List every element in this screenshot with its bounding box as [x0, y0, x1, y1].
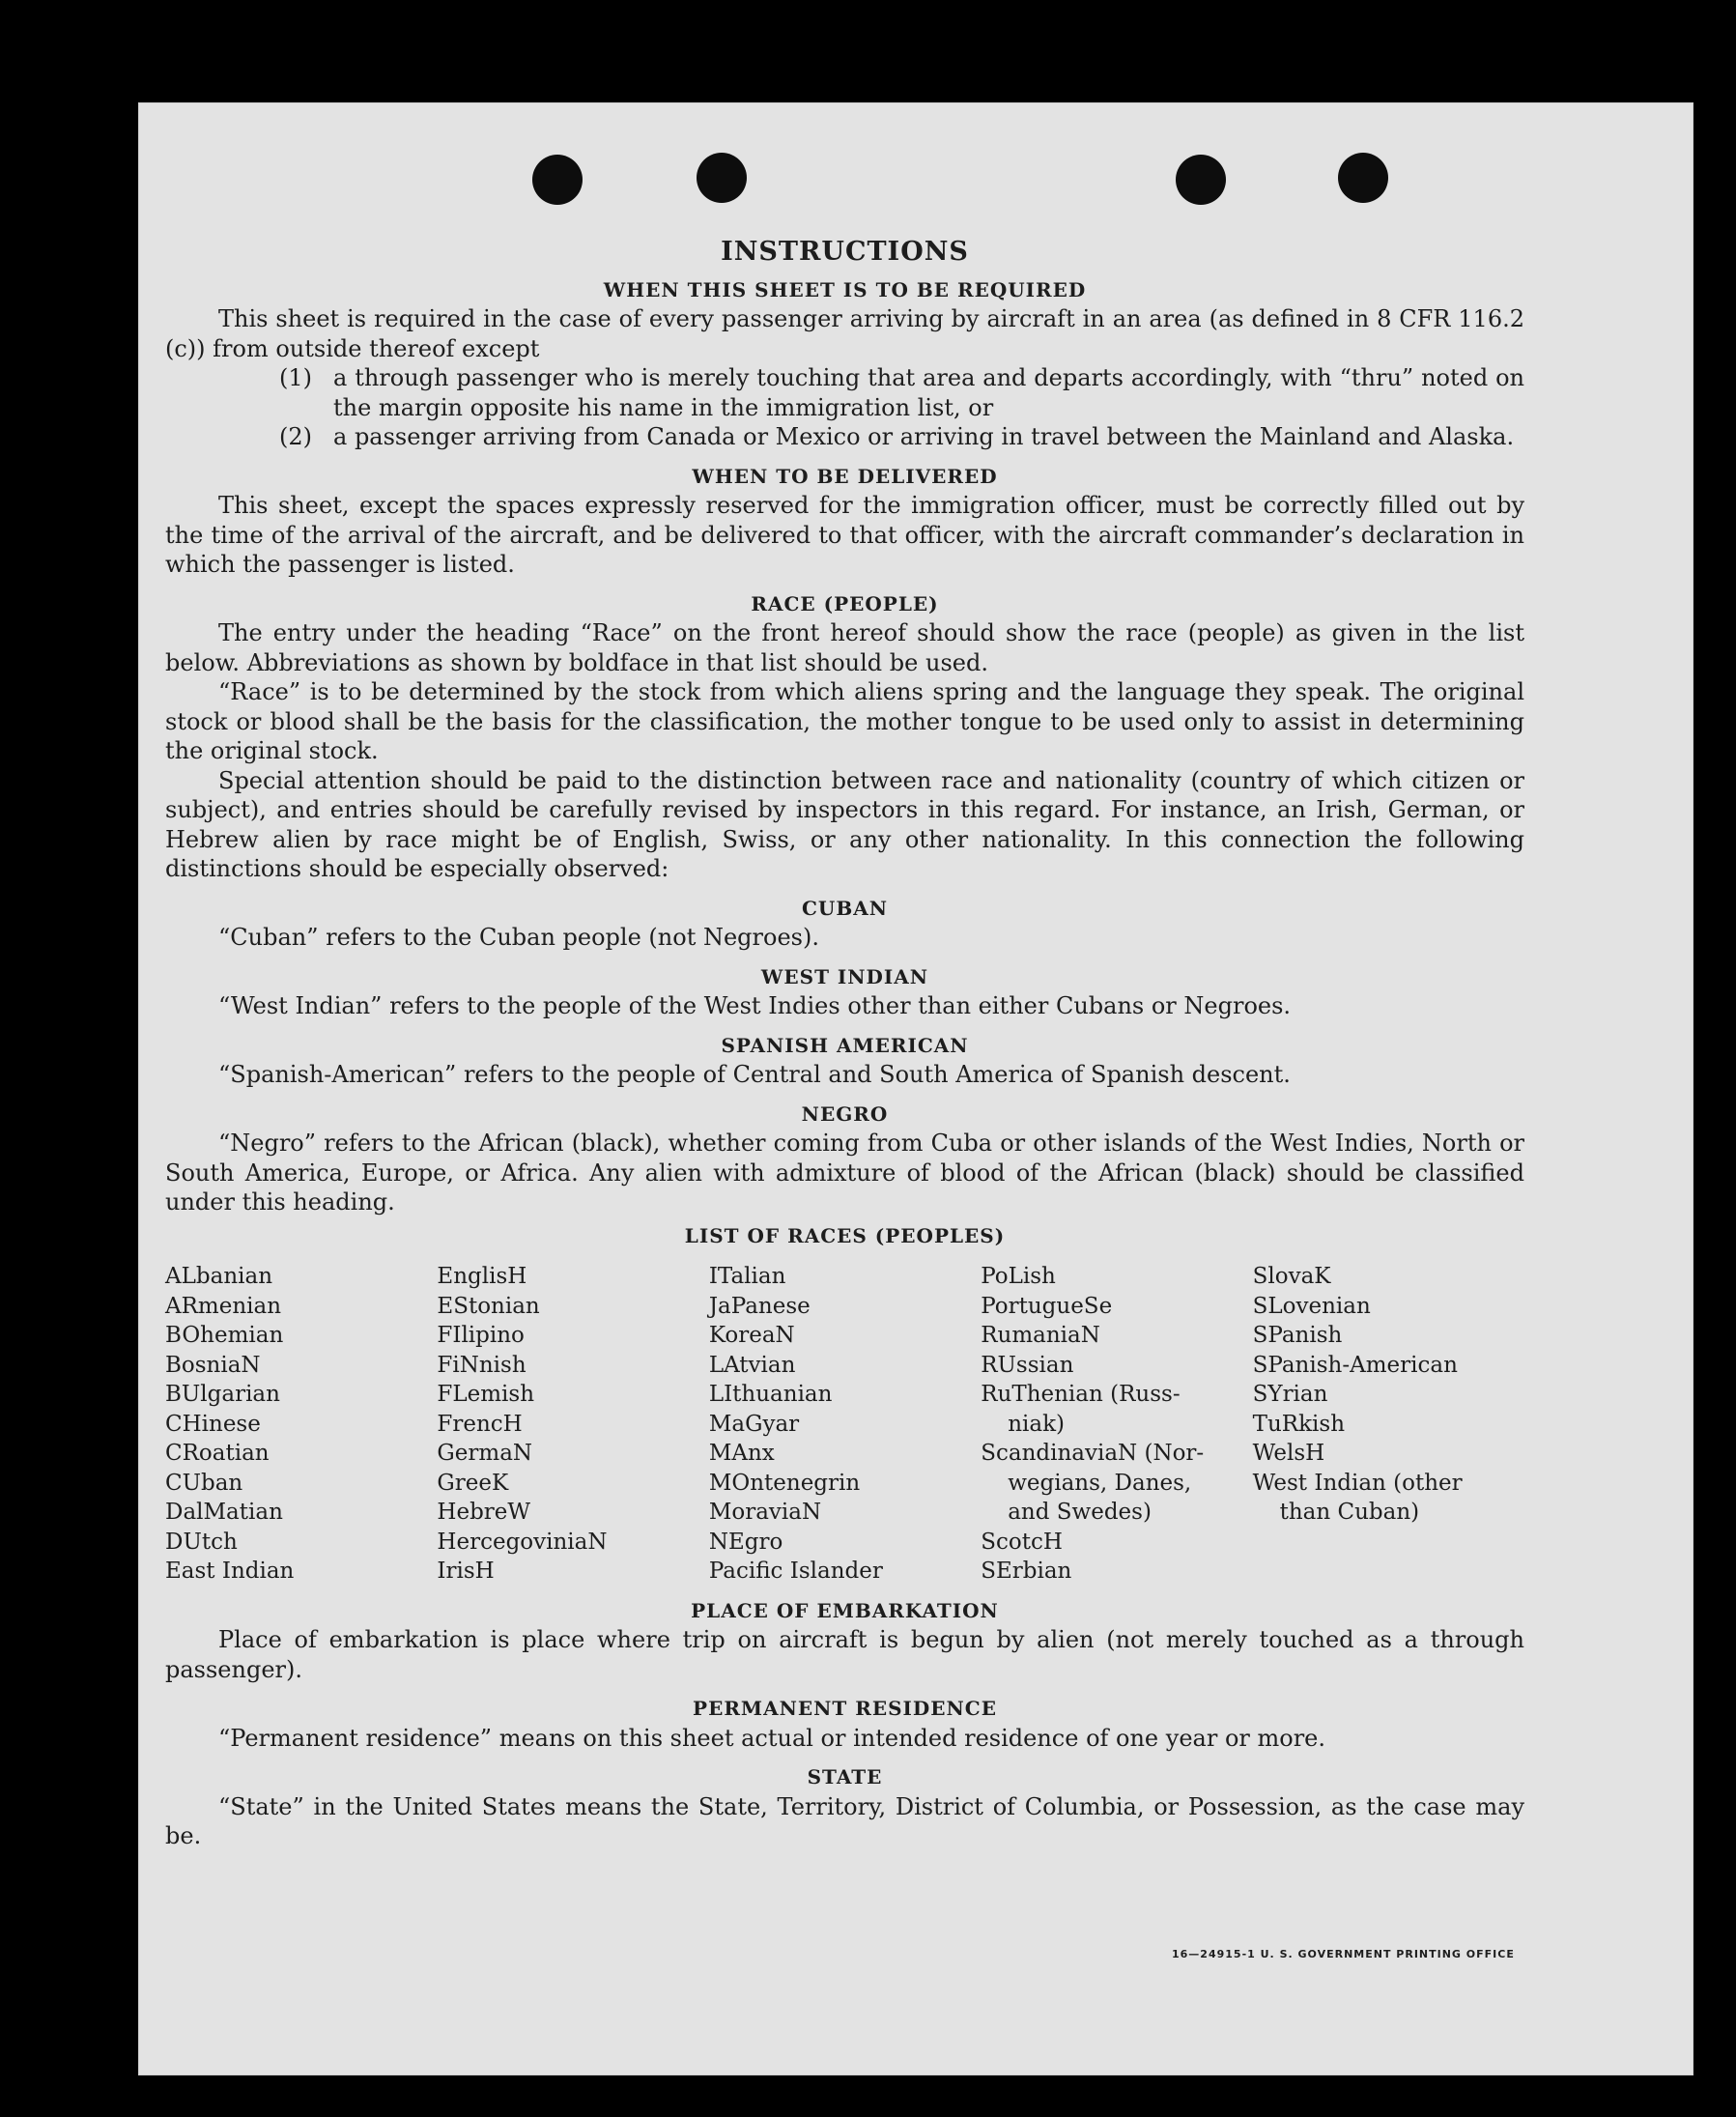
heading-when-delivered: WHEN TO BE DELIVERED [692, 464, 998, 488]
list-item [279, 422, 1524, 452]
race-entry: EStonian [437, 1293, 540, 1319]
heading-negro: NEGRO [801, 1101, 889, 1126]
race-entry: than Cuban) [1279, 1500, 1420, 1525]
race-entry: RUssian [981, 1352, 1074, 1378]
race-entry: JaPanese [708, 1293, 811, 1319]
race-entry: HercegoviniaN [437, 1529, 608, 1555]
race-entry: NEgro [708, 1529, 783, 1555]
race-entry: FrencH [437, 1411, 523, 1437]
paragraph: “Negro” refers to the African (black), whether coming from Cuba or other islands of the West Indies, North or South America, Europe, or Africa. Any alien with admixture of blood of the African (black) should be classified under this heading. [165, 1130, 1524, 1216]
race-entry: wegians, Danes, [1008, 1470, 1192, 1496]
race-entry: RuThenian (Russ- [981, 1382, 1181, 1407]
paragraph: Place of embarkation is place where trip on aircraft is begun by alien (not merely touched as a through passenger). [165, 1626, 1524, 1683]
race-entry: HebreW [437, 1500, 531, 1525]
race-entry: niak) [1008, 1411, 1066, 1437]
paragraph: This sheet, except the spaces expressly reserved for the immigration officer, must be correctly filled out by the time of the arrival of the aircraft, and be delivered to that officer, with the aircraft commander’s declaration in which the passenger is listed. [165, 492, 1524, 578]
heading-list-of-races: LIST OF RACES (PEOPLES) [684, 1223, 1006, 1247]
list-text: a passenger arriving from Canada or Mexico or arriving in travel between the Mainland and Alaska. [333, 423, 1515, 450]
race-entry: FLemish [437, 1382, 535, 1407]
race-entry: SYrian [1252, 1382, 1328, 1407]
races-column [1253, 1262, 1524, 1587]
printer-imprint: 16—24915-1 U. S. GOVERNMENT PRINTING OFFICE [1172, 1948, 1515, 1960]
race-entry: BOhemian [165, 1323, 284, 1348]
paragraph: “Cuban” refers to the Cuban people (not Negroes). [218, 924, 819, 951]
race-entry: FIlipino [437, 1323, 525, 1348]
race-entry: DUtch [165, 1529, 238, 1555]
heading-permanent-residence: PERMANENT RESIDENCE [693, 1697, 997, 1720]
race-entry: ITalian [708, 1264, 786, 1289]
races-list [165, 1262, 1524, 1587]
race-entry: West Indian (other [1252, 1470, 1463, 1496]
heading-embarkation: PLACE OF EMBARKATION [691, 1598, 999, 1622]
page-title: INSTRUCTIONS [721, 237, 969, 267]
instructions-content [165, 238, 1524, 1851]
race-entry: KoreaN [708, 1323, 795, 1348]
race-entry: DalMatian [165, 1500, 283, 1525]
paragraph: This sheet is required in the case of every passenger arriving by aircraft in an area (as defined in 8 CFR 116.2 (c)) from outside thereof except [165, 305, 1524, 362]
paragraph: “State” in the United States means the State, Territory, District of Columbia, or Possession, as the case may be. [165, 1792, 1524, 1849]
paragraph: “West Indian” refers to the people of the West Indies other than either Cubans or Negroes. [218, 992, 1292, 1019]
race-entry: SPanish-American [1252, 1352, 1458, 1378]
race-entry: FiNnish [437, 1352, 526, 1378]
race-entry: WelsH [1252, 1441, 1325, 1466]
races-column [981, 1262, 1252, 1587]
race-entry: GreeK [437, 1470, 509, 1496]
race-entry: MoraviaN [708, 1500, 822, 1525]
race-entry: SlovaK [1252, 1264, 1331, 1289]
races-column [709, 1262, 981, 1587]
race-entry: LIthuanian [708, 1382, 833, 1407]
punch-hole [532, 155, 583, 205]
race-entry: ARmenian [165, 1293, 282, 1319]
race-entry: SPanish [1252, 1323, 1343, 1348]
race-entry: ScotcH [981, 1529, 1063, 1555]
paragraph: “Race” is to be determined by the stock from which aliens spring and the language they speak. The original stock or blood shall be the basis for the classification, the mother tongue to be used only to assist in determining the original stock. [165, 678, 1524, 764]
race-entry: MOntenegrin [708, 1470, 861, 1496]
race-entry: LAtvian [708, 1352, 796, 1378]
race-entry: RumaniaN [981, 1323, 1100, 1348]
list-text: a through passenger who is merely touching that area and departs accordingly, with “thru” noted on the margin opposite his name in the immigration list, or [333, 364, 1524, 421]
races-column [165, 1262, 437, 1587]
race-entry: PortugueSe [981, 1293, 1113, 1319]
heading-west-indian: WEST INDIAN [760, 964, 929, 988]
exception-list [165, 363, 1524, 452]
paragraph: The entry under the heading “Race” on the front hereof should show the race (people) as given in the list below. Abbreviations as shown by boldface in that list should be used. [165, 619, 1524, 676]
race-entry: TuRkish [1252, 1411, 1346, 1437]
race-entry: CRoatian [165, 1441, 270, 1466]
heading-state: STATE [807, 1765, 883, 1788]
paragraph: “Permanent residence” means on this sheet actual or intended residence of one year or more. [218, 1724, 1325, 1752]
punch-hole [1176, 155, 1226, 205]
race-entry: Pacific Islander [708, 1559, 883, 1584]
race-entry: EnglisH [437, 1264, 527, 1289]
race-entry: ScandinaviaN (Nor- [981, 1441, 1205, 1466]
race-entry: MaGyar [708, 1411, 800, 1437]
paragraph: Special attention should be paid to the distinction between race and nationality (country of which citizen or subject), and entries should be carefully revised by inspectors in this regard. For instance, an Irish, German, or Hebrew alien by race might be of English, Swiss, or any other nationality. In this connection the following distinctions should be especially observed: [165, 766, 1524, 882]
race-entry: GermaN [437, 1441, 533, 1466]
punch-hole [1338, 153, 1388, 203]
race-entry: CUban [165, 1470, 243, 1496]
race-entry: PoLish [981, 1264, 1056, 1289]
races-column [437, 1262, 708, 1587]
list-item [279, 363, 1524, 422]
race-entry: East Indian [165, 1559, 295, 1584]
race-entry: IrisH [437, 1559, 495, 1584]
race-entry: MAnx [708, 1441, 775, 1466]
race-entry: SErbian [981, 1559, 1072, 1584]
race-entry: SLovenian [1252, 1293, 1371, 1319]
race-entry: ALbanian [165, 1264, 273, 1289]
race-entry: CHinese [165, 1411, 261, 1437]
list-number: (2) [279, 423, 312, 450]
punch-hole [697, 153, 747, 203]
race-entry: BUlgarian [165, 1382, 280, 1407]
document-sheet [138, 102, 1693, 2075]
paragraph: “Spanish-American” refers to the people of Central and South America of Spanish descent. [218, 1061, 1291, 1088]
list-number: (1) [279, 364, 312, 391]
race-entry: and Swedes) [1008, 1500, 1152, 1525]
heading-spanish-american: SPANISH AMERICAN [721, 1033, 969, 1057]
heading-race: RACE (PEOPLE) [751, 591, 939, 615]
race-entry: BosniaN [165, 1352, 261, 1378]
heading-cuban: CUBAN [801, 896, 889, 920]
heading-when-required: WHEN THIS SHEET IS TO BE REQUIRED [603, 277, 1087, 301]
